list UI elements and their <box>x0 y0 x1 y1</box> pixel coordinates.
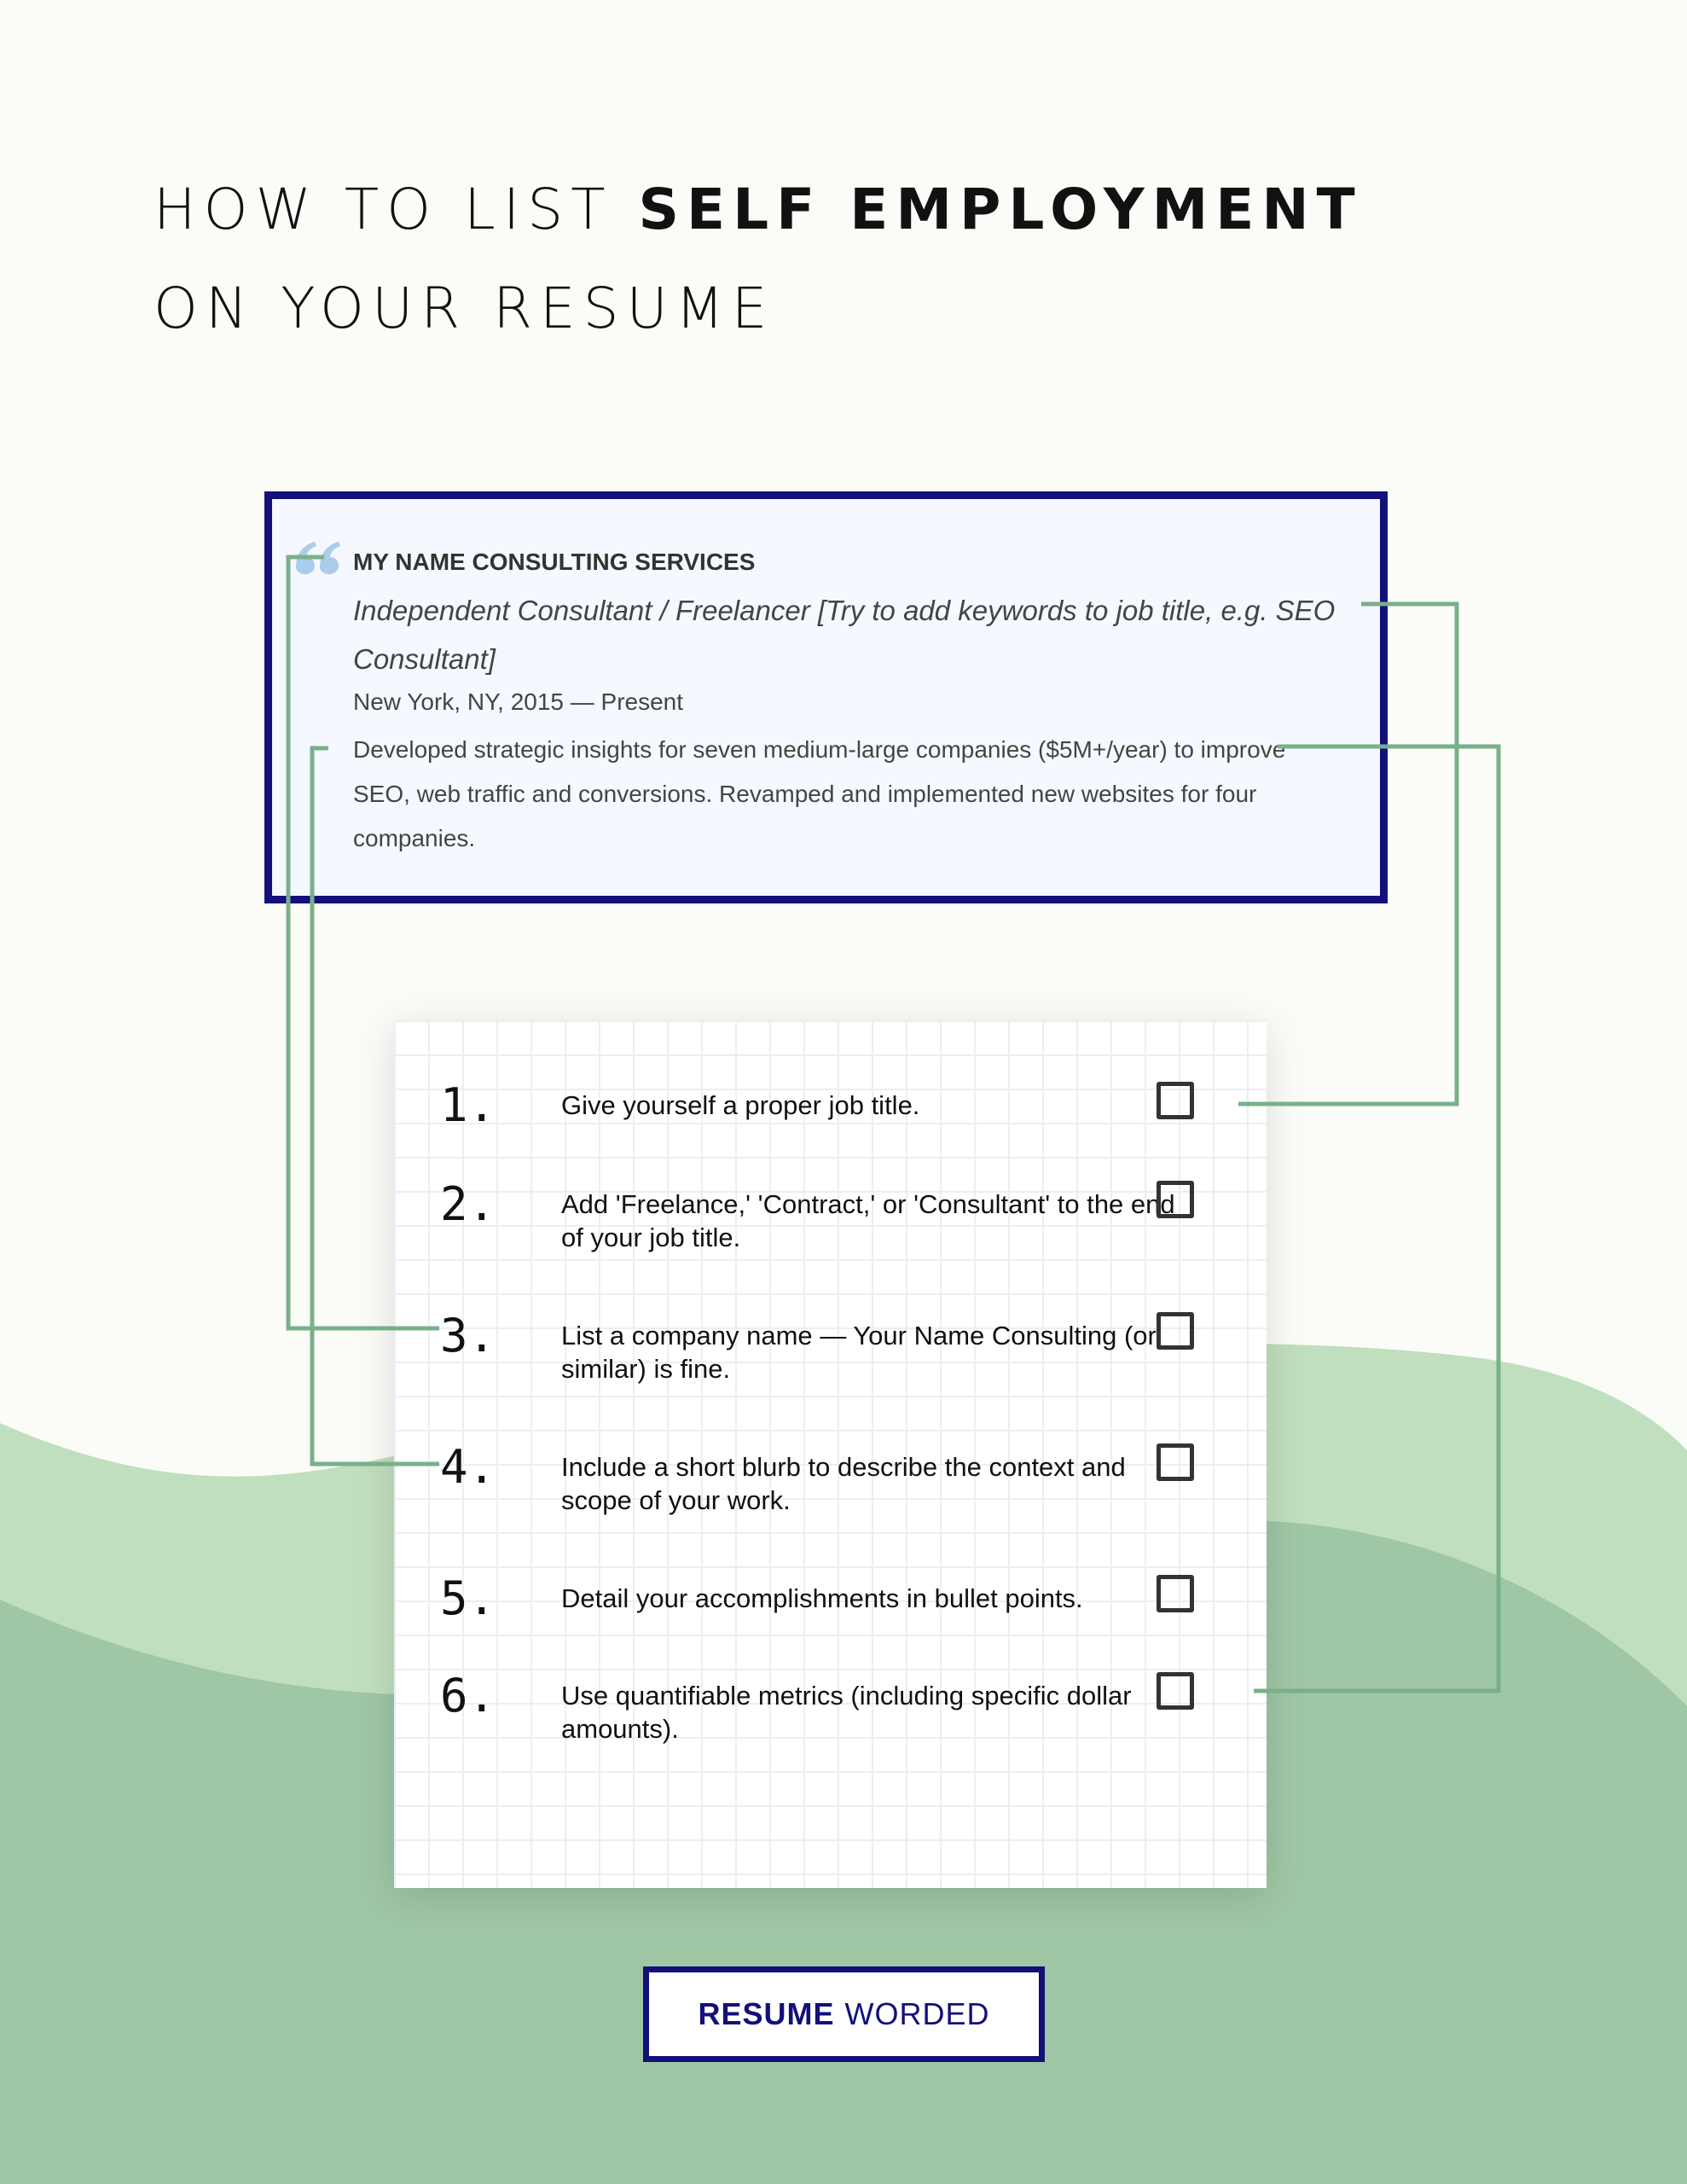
item-number: 3. <box>440 1309 496 1362</box>
job-blurb: Developed strategic insights for seven medium-large companies ($5M+/year) to improve SEO, web traffic and conversions. Revamped and implemented new websites for four companies. <box>353 736 1286 851</box>
item-text: Add 'Freelance,' 'Contract,' or 'Consultant' to the end of your job title. <box>561 1189 1175 1252</box>
quote-icon <box>293 538 344 581</box>
item-text: Use quantifiable metrics (including specific dollar amounts). <box>561 1681 1132 1744</box>
checklist-item <box>440 1177 1259 1264</box>
location-dates: New York, NY, 2015 — Present <box>353 688 684 715</box>
resume-worded-logo[interactable] <box>643 1966 1045 2062</box>
item-number: 6. <box>440 1669 496 1722</box>
title-line-2: ON YOUR RESUME <box>154 276 775 341</box>
item-number: 4. <box>440 1440 496 1494</box>
checklist-item <box>440 1078 1259 1165</box>
checklist-item <box>440 1571 1259 1658</box>
checklist-item <box>440 1309 1259 1396</box>
checklist-item <box>440 1669 1259 1756</box>
company-name: MY NAME CONSULTING SERVICES <box>353 549 756 575</box>
checkbox-icon[interactable] <box>1157 1443 1194 1481</box>
resume-example-card <box>264 491 1388 903</box>
checkbox-icon[interactable] <box>1157 1181 1194 1218</box>
job-title: Independent Consultant / Freelancer [Try to add keywords to job title, e.g. SEO Consultant] <box>353 595 1336 675</box>
checklist-card <box>394 1020 1267 1888</box>
logo-bold-text: RESUME <box>698 1996 835 2031</box>
logo-regular-text: WORDED <box>844 1996 990 2031</box>
title-line-1 <box>154 160 1363 259</box>
checkbox-icon[interactable] <box>1157 1082 1194 1119</box>
title-regular-part: HOW TO LIST <box>154 177 613 242</box>
checkbox-icon[interactable] <box>1157 1575 1194 1612</box>
item-text: Include a short blurb to describe the context and scope of your work. <box>561 1452 1126 1515</box>
item-number: 2. <box>440 1177 496 1231</box>
title-bold-part: SELF EMPLOYMENT <box>638 177 1363 242</box>
item-text: Give yourself a proper job title. <box>561 1090 920 1120</box>
item-text: List a company name — Your Name Consulting (or similar) is fine. <box>561 1321 1157 1384</box>
checklist-item <box>440 1440 1259 1527</box>
checkbox-icon[interactable] <box>1157 1312 1194 1350</box>
item-number: 5. <box>440 1571 496 1625</box>
item-number: 1. <box>440 1078 496 1132</box>
checkbox-icon[interactable] <box>1157 1672 1194 1710</box>
page-title <box>154 160 1363 358</box>
item-text: Detail your accomplishments in bullet points. <box>561 1583 1083 1613</box>
